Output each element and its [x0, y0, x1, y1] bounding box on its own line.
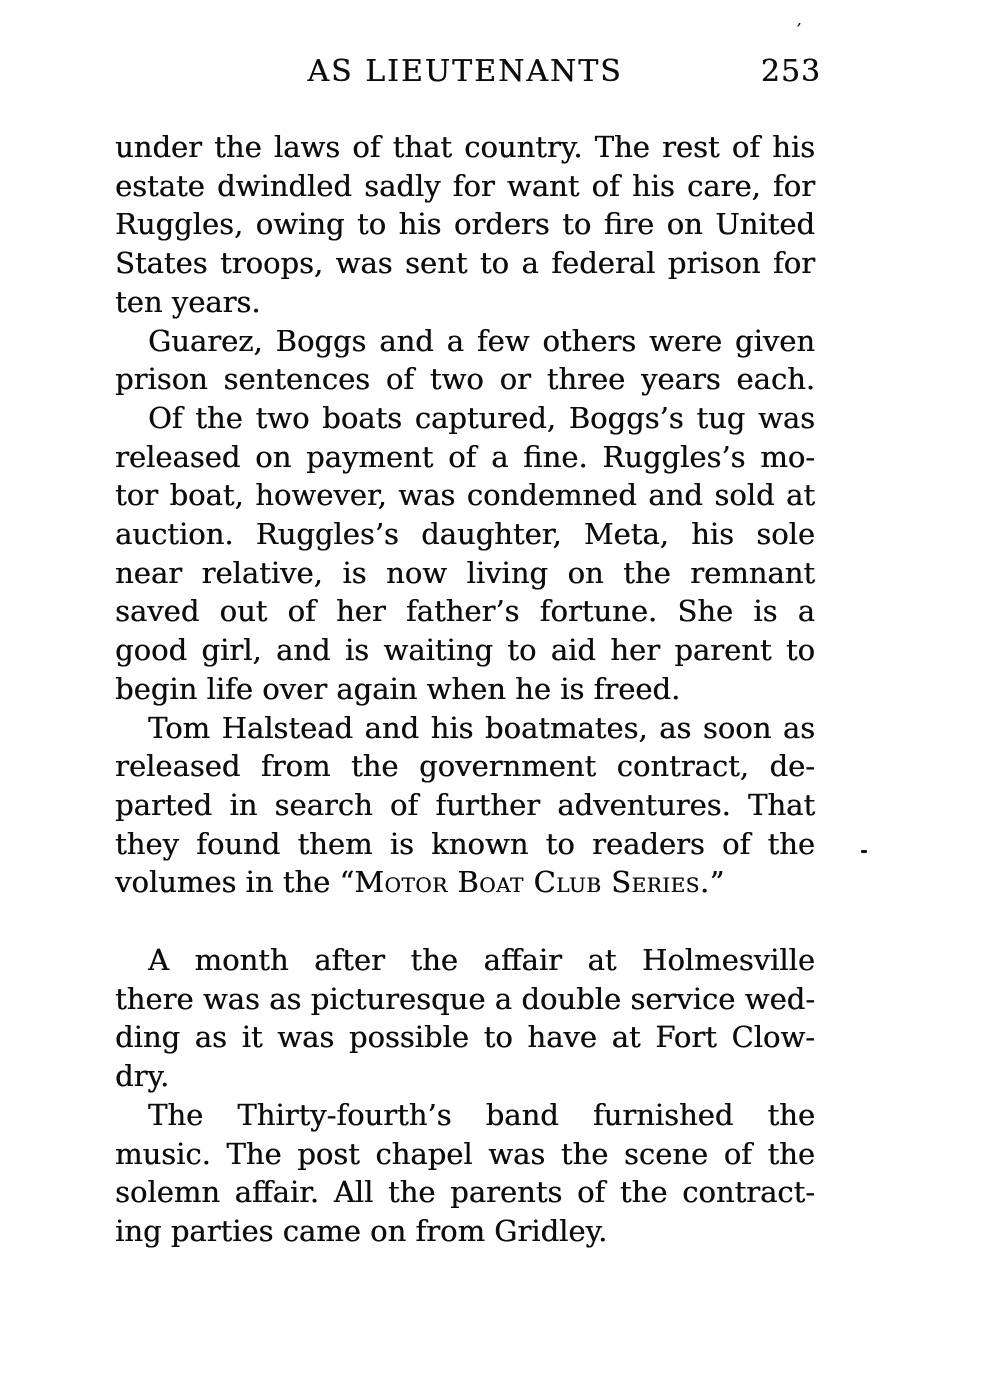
text-line: under the laws of that country. The rest of his — [115, 130, 815, 164]
text-line: dry. — [115, 1059, 170, 1094]
running-head-title: AS LIEUTENANTS — [307, 54, 623, 89]
text-line: tor boat, however, was condemned and sold at — [115, 478, 815, 513]
text-line: begin life over again when he is freed. — [115, 671, 681, 706]
text-line: near relative, is now living on the remnant — [115, 555, 815, 590]
text-line: they found them is known to readers of the — [115, 826, 815, 861]
paragraph — [115, 128, 815, 322]
text-line: released from the government contract, de- — [115, 749, 815, 784]
series-line-suffix: ” — [709, 865, 725, 900]
text-line: ing parties came on from Gridley. — [115, 1213, 608, 1248]
page-number: 253 — [760, 54, 821, 89]
paragraph — [115, 322, 815, 399]
text-line: prison sentences of two or three years each. — [115, 362, 815, 397]
text-line: estate dwindled sadly for want of his care, for — [115, 168, 815, 203]
text-line: Of the two boats captured, Boggs’s tug was — [148, 400, 815, 435]
paragraph — [115, 399, 815, 709]
text-line: ten years. — [115, 284, 261, 319]
series-title: Motor Boat Club Series. — [354, 865, 710, 900]
body-text-column — [115, 128, 815, 1251]
stray-apostrophe-mark: ’ — [792, 19, 803, 41]
text-line: saved out of her father’s fortune. She is a — [115, 594, 815, 629]
text-line: parted in search of further adventures. That — [115, 787, 815, 822]
text-line: auction. Ruggles’s daughter, Meta, his sole — [115, 517, 815, 552]
text-line: good girl, and is waiting to aid her parent to — [115, 633, 815, 668]
page-header — [115, 54, 821, 96]
ink-speck — [861, 850, 867, 853]
text-line: A month after the affair at Holmesville — [148, 943, 815, 978]
text-line — [115, 863, 815, 902]
text-line: States troops, was sent to a federal prison for — [115, 246, 815, 281]
text-line: music. The post chapel was the scene of the — [115, 1136, 815, 1171]
series-line-prefix: volumes in the “ — [115, 865, 355, 900]
text-line: ding as it was possible to have at Fort Clow- — [115, 1020, 815, 1055]
paragraph — [115, 1096, 815, 1251]
paragraph — [115, 709, 815, 903]
text-line: there was as picturesque a double service wed- — [115, 981, 815, 1016]
paragraph — [115, 941, 815, 1096]
text-line: Ruggles, owing to his orders to fire on United — [115, 207, 815, 242]
text-line: Guarez, Boggs and a few others were given — [148, 323, 815, 358]
text-line: The Thirty-fourth’s band furnished the — [148, 1097, 815, 1132]
text-line: Tom Halstead and his boatmates, as soon as — [148, 710, 815, 745]
text-line: released on payment of a fine. Ruggles’s mo- — [115, 439, 815, 474]
text-line: solemn affair. All the parents of the contract- — [115, 1175, 815, 1210]
